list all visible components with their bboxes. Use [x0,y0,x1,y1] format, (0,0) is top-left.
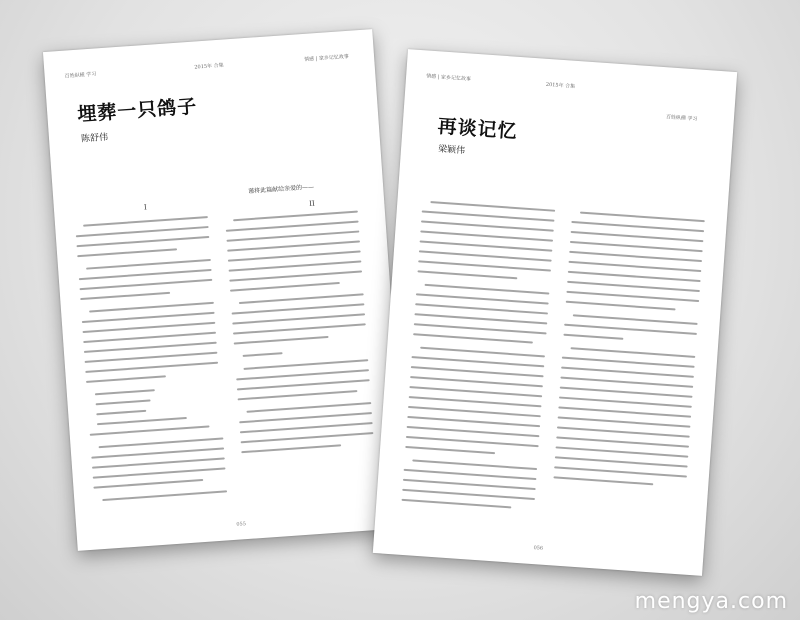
page1-column-right [43,29,372,52]
article-page-left [43,29,407,551]
page1-column-left [43,29,372,52]
page1-header-center: 2015年 合集 [194,62,224,71]
page1-header-left: 百姓纵横 学习 [64,71,97,80]
page2-page-number: 056 [533,545,544,552]
page2-title: 再谈记忆 [436,115,519,143]
page1-title: 埋葬一只鸽子 [76,95,198,126]
page2-column-left [408,49,737,72]
page1-epigraph: 谨将此篇献给亲爱的—— [247,183,315,196]
page1-page-number: 055 [236,521,247,528]
article-page-right [373,49,737,576]
watermark: mengya.com [634,589,788,614]
page2-column-right [408,49,737,72]
page1-section-2: II [308,199,315,208]
page1-header-right: 情感 | 家乡记忆故事 [303,53,350,63]
page2-author: 梁颖伟 [437,144,466,157]
page1-author: 陈舒伟 [80,132,109,145]
page1-section-1: I [143,203,148,212]
page2-header-left: 情感 | 家乡记忆故事 [425,73,472,83]
page2-header-center: 2015年 合集 [545,81,576,90]
page2-header-right: 百姓纵横 学习 [665,114,698,123]
